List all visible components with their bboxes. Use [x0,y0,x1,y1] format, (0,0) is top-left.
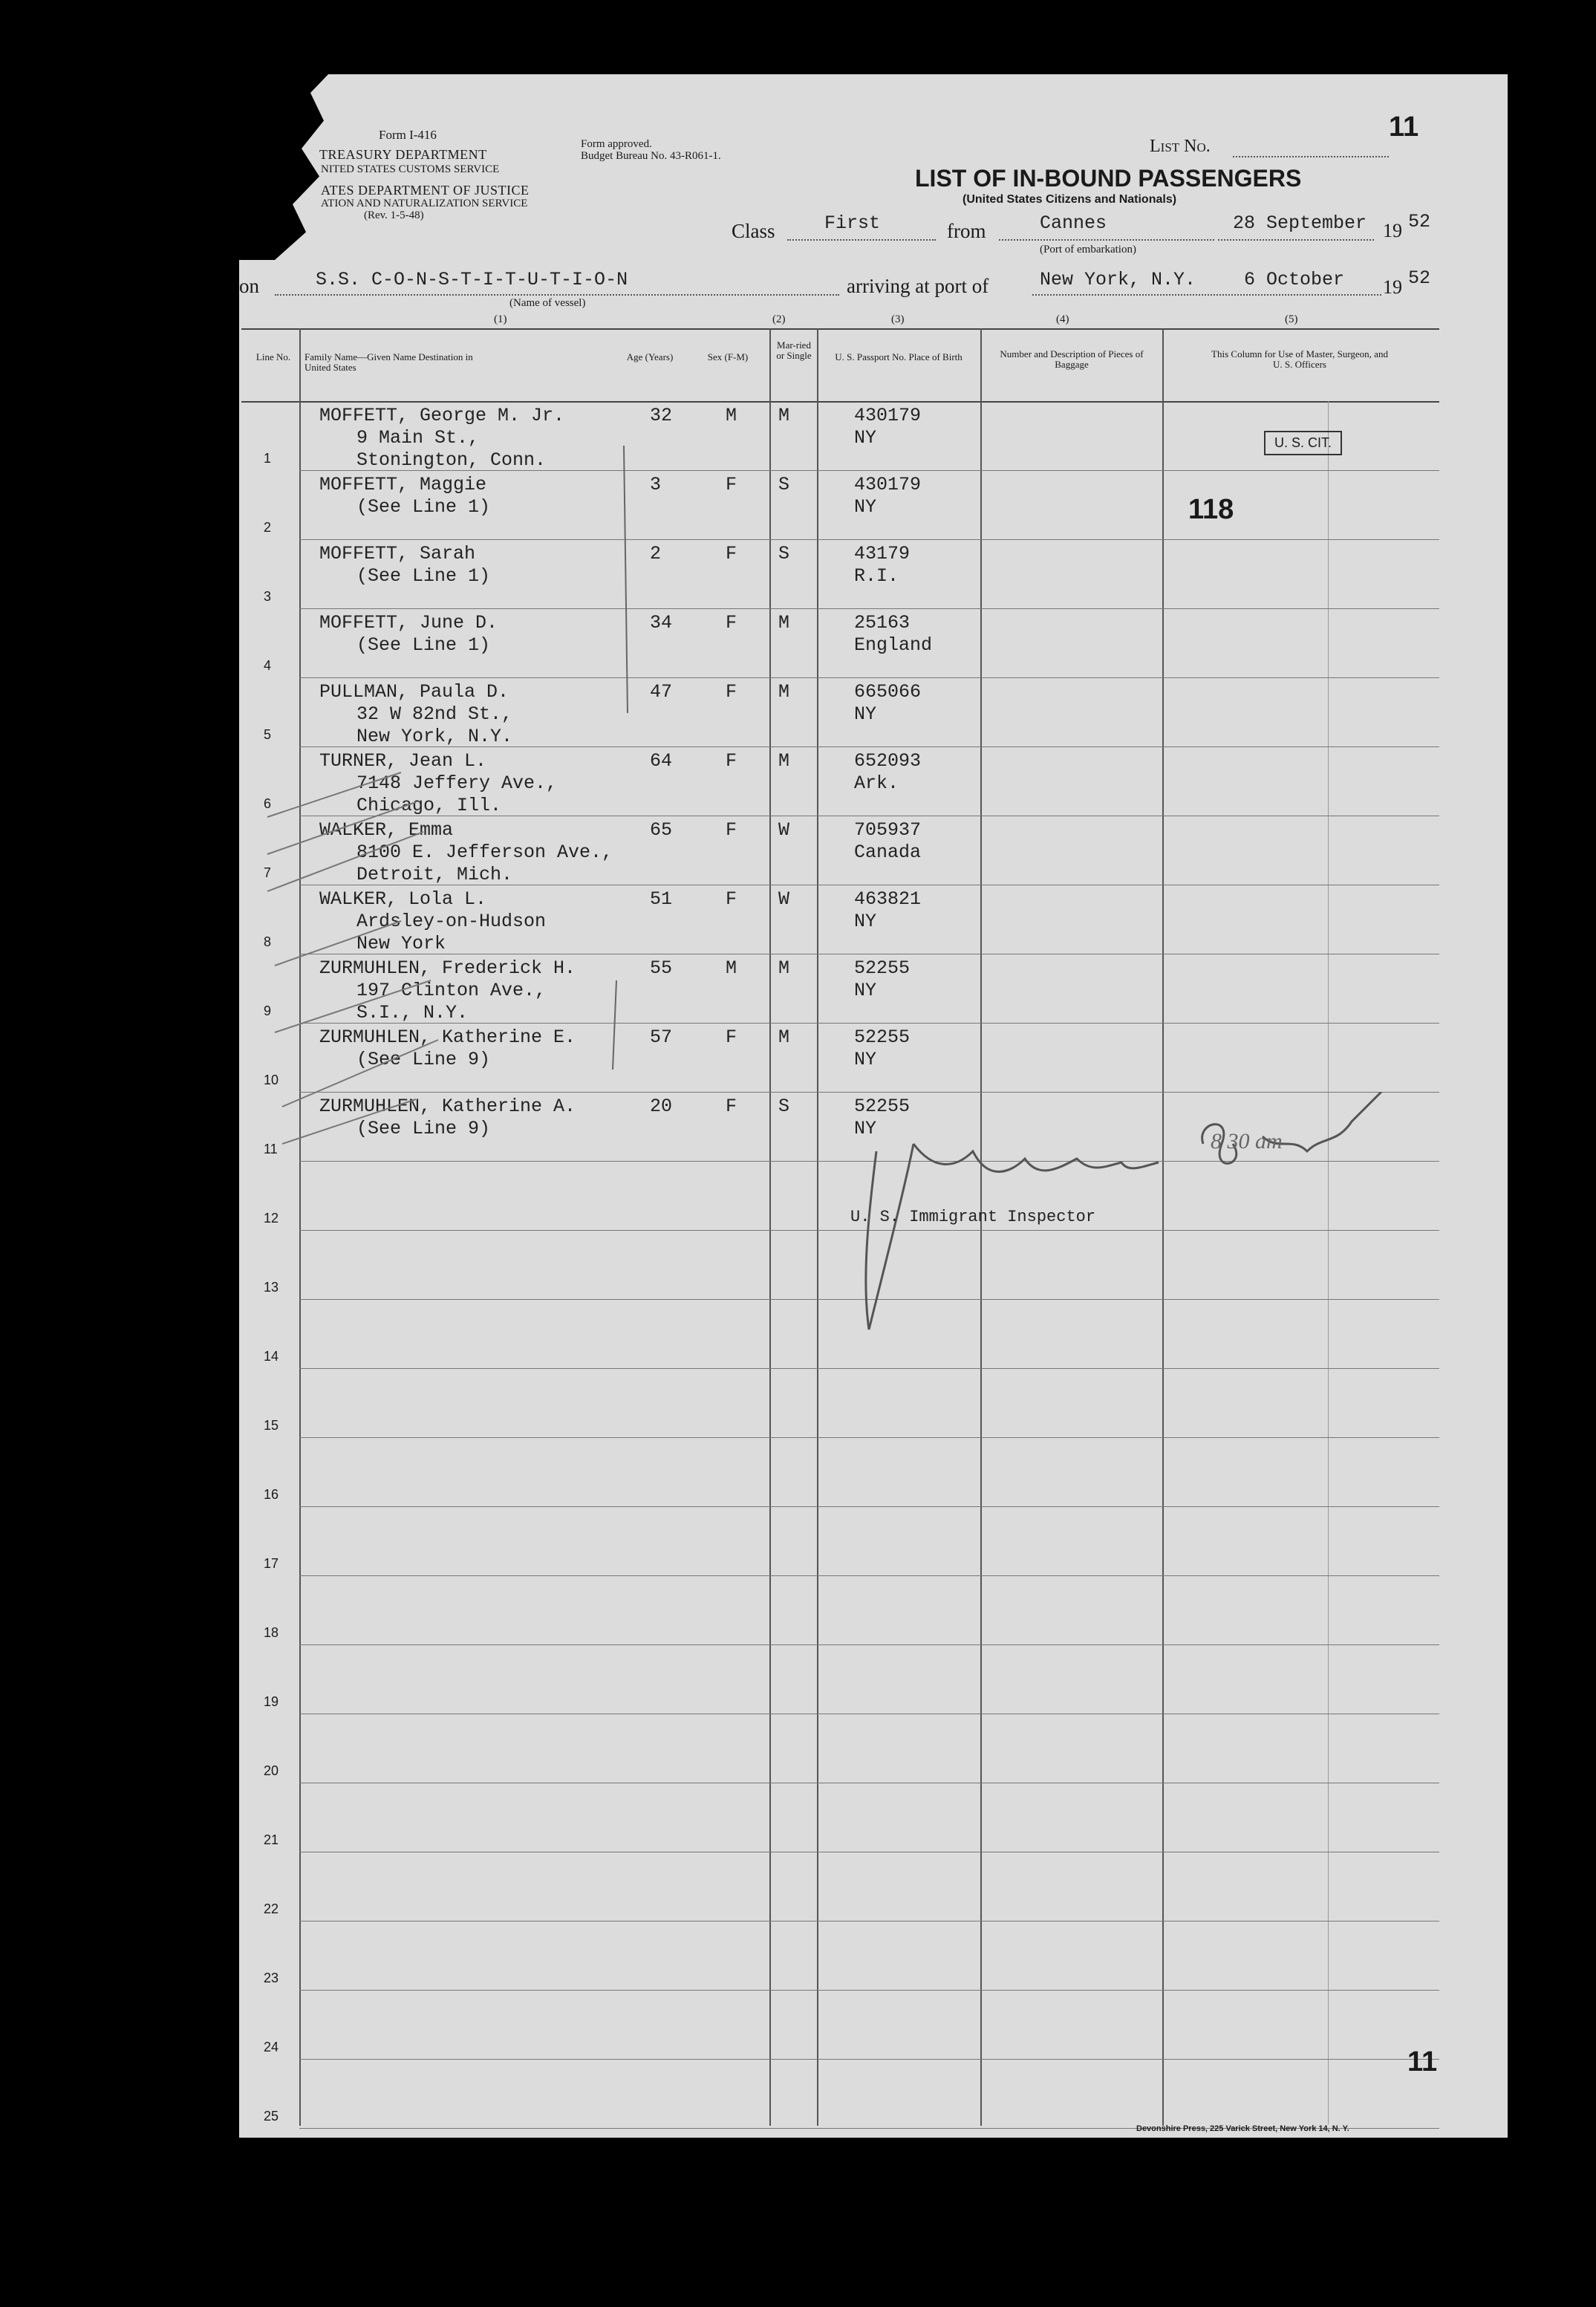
line-number: 16 [264,1487,279,1502]
binder-hole [165,267,198,300]
revision: (Rev. 1-5-48) [364,209,424,221]
place-of-birth: NY [854,1049,877,1070]
line-number: 9 [264,1003,272,1018]
passport-number: 52255 [854,1096,911,1117]
passenger-address-1: 197 Clinton Ave., [356,980,547,1001]
passenger-sex: M [726,405,737,426]
passenger-address-1: 8100 E. Jefferson Ave., [356,842,613,863]
passenger-age: 34 [650,612,673,634]
passenger-name: ZURMUHLEN, Katherine E. [319,1026,576,1048]
line-number: 13 [264,1280,279,1295]
passenger-marital: M [778,750,790,772]
passport-number: 652093 [854,750,922,772]
from-value: Cannes [1040,212,1107,234]
passenger-sex: F [726,474,737,495]
passenger-age: 2 [650,543,662,564]
header-bottom-border [241,401,1439,403]
passenger-name: WALKER, Emma [319,819,454,841]
line-number: 21 [264,1832,279,1847]
line-number: 22 [264,1901,279,1916]
passenger-sex: F [726,681,737,703]
passenger-age: 55 [650,957,673,979]
vessel-line [275,294,839,296]
line-number: 17 [264,1556,279,1571]
place-of-birth: Ark. [854,772,899,794]
vessel-name: S.S. C-O-N-S-T-I-T-U-T-I-O-N [316,269,628,290]
passenger-sex: F [726,1026,737,1048]
line-number: 20 [264,1763,279,1778]
passport-number: 52255 [854,1026,911,1048]
arrival-port-line [1032,294,1381,296]
passenger-address-1: 9 Main St., [356,427,480,449]
passenger-marital: M [778,681,790,703]
embark-note: (Port of embarkation) [1040,244,1136,256]
row-divider [299,1506,1439,1507]
row-divider [299,1575,1439,1576]
row-divider [299,2059,1439,2060]
passenger-address-2: Chicago, Ill. [356,795,502,816]
passenger-address-2: New York, N.Y. [356,726,513,747]
line-number: 14 [264,1349,279,1364]
line-number: 10 [264,1073,279,1087]
immigration-service: ATION AND NATURALIZATION SERVICE [321,198,528,209]
arrival-year-prefix: 19 [1383,276,1402,298]
place-of-birth: Canada [854,842,922,863]
budget-bureau: Budget Bureau No. 43-R061-1. [581,150,721,162]
sex-column-border [769,328,771,2126]
col-officers: This Column for Use of Master, Surgeon, and U. S. Officers [1211,348,1388,370]
customs-service: NITED STATES CUSTOMS SERVICE [321,163,500,175]
col-passport: U. S. Passport No. Place of Birth [835,351,963,362]
column-number-2: (2) [772,313,786,325]
line-number: 7 [264,865,272,880]
passenger-marital: S [778,1096,790,1117]
binder-hole [172,1099,205,1132]
list-no-label: List No. [1150,137,1211,156]
passenger-marital: W [778,888,790,910]
col-age: Age (Years) [626,351,674,362]
col-sex: Sex (F-M) [707,351,749,362]
binder-hole [178,1916,211,1949]
row-divider [299,1990,1439,1991]
passport-number: 705937 [854,819,922,841]
passenger-sex: M [726,957,737,979]
place-of-birth: R.I. [854,565,899,587]
passenger-name: PULLMAN, Paula D. [319,681,509,703]
line-number: 8 [264,934,272,949]
passenger-address-2: Stonington, Conn. [356,449,547,471]
line-number: 18 [264,1625,279,1640]
passenger-address-1: (See Line 1) [356,565,491,587]
passport-number: 25163 [854,612,911,634]
passenger-name: MOFFETT, June D. [319,612,498,634]
depart-date: 28 September [1233,212,1367,234]
passport-number: 52255 [854,957,911,979]
passenger-address-1: (See Line 1) [356,496,491,518]
signature-time: 8 30 am [1211,1129,1283,1154]
married-column-border [817,328,818,2126]
arrival-year: 52 [1408,267,1431,289]
line-number: 4 [264,658,272,673]
col-baggage: Number and Description of Pieces of Baggage [1000,348,1144,370]
column-number-4: (4) [1056,313,1069,325]
passenger-name: WALKER, Lola L. [319,888,487,910]
passenger-age: 47 [650,681,673,703]
treasury-dept: TREASURY DEPARTMENT [319,147,487,162]
passenger-marital: W [778,819,790,841]
passenger-age: 32 [650,405,673,426]
from-line [999,239,1214,241]
place-of-birth: NY [854,496,877,518]
passenger-marital: M [778,612,790,634]
passenger-count: 118 [1188,494,1234,525]
passenger-name: MOFFETT, Maggie [319,474,487,495]
citizenship-stamp: U. S. CIT. [1264,431,1342,455]
passenger-sex: F [726,1096,737,1117]
line-number: 6 [264,796,272,811]
table-top-border [241,328,1439,330]
passport-number: 430179 [854,474,922,495]
passenger-sex: F [726,612,737,634]
column-number-3: (3) [891,313,905,325]
passenger-name: MOFFETT, George M. Jr. [319,405,565,426]
col-line-no: Line No. [255,351,291,362]
list-no-line [1233,156,1389,157]
form-title: LIST OF IN-BOUND PASSENGERS [915,165,1302,192]
binder-hole [180,1567,212,1600]
row-divider [299,1368,1439,1369]
check-marks [253,416,639,1159]
passenger-address-1: (See Line 9) [356,1118,491,1139]
on-label: on [239,275,259,297]
line-number: 15 [264,1418,279,1433]
form-approved: Form approved. [581,138,652,150]
passenger-marital: M [778,957,790,979]
binder-hole [168,2221,201,2254]
passenger-marital: M [778,405,790,426]
passport-number: 665066 [854,681,922,703]
justice-dept: ATES DEPARTMENT OF JUSTICE [321,183,530,198]
line-number: 5 [264,727,272,742]
class-line [787,239,936,241]
passenger-age: 65 [650,819,673,841]
passenger-address-2: S.I., N.Y. [356,1002,469,1024]
line-number: 2 [264,520,272,535]
passenger-sex: F [726,543,737,564]
line-number: 3 [264,589,272,604]
col-married: Mar-ried or Single [776,339,812,361]
arrival-port: New York, N.Y. [1040,269,1196,290]
passenger-name: TURNER, Jean L. [319,750,487,772]
depart-date-line [1218,239,1374,241]
passenger-age: 57 [650,1026,673,1048]
line-number: 1 [264,451,272,466]
printer-credit: Devonshire Press, 225 Varick Street, New York 14, N. Y. [1136,2124,1349,2133]
passenger-age: 3 [650,474,662,495]
passenger-marital: S [778,474,790,495]
passenger-sex: F [726,750,737,772]
passenger-name: MOFFETT, Sarah [319,543,476,564]
from-label: from [947,220,986,242]
passenger-sex: F [726,819,737,841]
column-number-5: (5) [1285,313,1298,325]
column-number-1: (1) [494,313,507,325]
passenger-address-2: Detroit, Mich. [356,864,513,885]
line-number: 12 [264,1211,279,1226]
passenger-marital: S [778,543,790,564]
row-divider [299,1644,1439,1645]
passport-number: 43179 [854,543,911,564]
place-of-birth: NY [854,911,877,932]
passenger-name: ZURMUHLEN, Frederick H. [319,957,576,979]
vessel-note: (Name of vessel) [509,297,586,309]
passenger-address-2: New York [356,933,446,954]
row-divider [299,1921,1439,1922]
arriving-label: arriving at port of [847,275,989,297]
binder-hole [178,1445,211,1477]
class-value: First [824,212,881,234]
form-number: Form I-416 [379,128,437,142]
footer-list-number: 11 [1407,2046,1438,2077]
depart-year: 52 [1408,211,1431,232]
depart-year-prefix: 19 [1383,220,1402,241]
class-label: Class [732,220,775,242]
place-of-birth: NY [854,703,877,725]
arrival-date: 6 October [1244,269,1345,290]
passenger-age: 20 [650,1096,673,1117]
inspector-label: U. S. Immigrant Inspector [850,1208,1096,1226]
binder-hole [172,746,205,779]
passenger-age: 64 [650,750,673,772]
line-number: 23 [264,1971,279,1985]
line-number: 24 [264,2040,279,2054]
passport-number: 430179 [854,405,922,426]
form-subtitle: (United States Citizens and Nationals) [963,193,1177,206]
line-number: 11 [264,1142,278,1156]
passenger-address-1: Ardsley-on-Hudson [356,911,547,932]
passenger-sex: F [726,888,737,910]
passenger-address-1: (See Line 9) [356,1049,491,1070]
binder-hole [172,616,205,649]
place-of-birth: NY [854,427,877,449]
passport-number: 463821 [854,888,922,910]
row-divider [299,1437,1439,1438]
place-of-birth: England [854,634,933,656]
place-of-birth: NY [854,1118,877,1139]
list-number: 11 [1389,111,1419,143]
line-number: 19 [264,1694,279,1709]
passenger-marital: M [778,1026,790,1048]
col-name: Family Name—Given Name Destination in United States [304,351,473,373]
passenger-address-1: (See Line 1) [356,634,491,656]
passenger-age: 51 [650,888,673,910]
passenger-address-1: 32 W 82nd St., [356,703,513,725]
passenger-name: ZURMUHLEN, Katherine A. [319,1096,576,1117]
passenger-address-1: 7148 Jeffery Ave., [356,772,558,794]
line-number: 25 [264,2109,279,2124]
place-of-birth: NY [854,980,877,1001]
